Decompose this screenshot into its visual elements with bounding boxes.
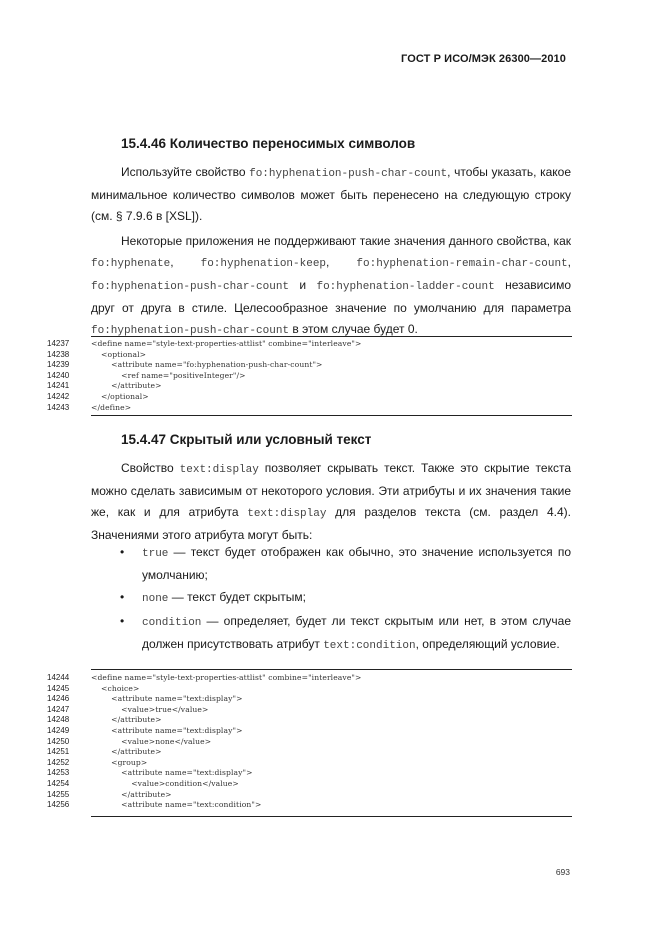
code-line [47,747,572,758]
code-term: fo:hyphenation-push-char-count [249,168,448,180]
text-span: Свойство [121,461,180,475]
text-span: позволяет скрывать текст. Также это скрытие текста можно сделать зависимым от некоторого условия. Эти атрибуты и их значения такие же, как и для атрибута [91,461,571,519]
line-number: 14238 [47,349,70,359]
code-line [47,800,572,811]
line-number: 14246 [47,694,70,704]
text-span: для разделов текста (см. раздел 4.4). Значениями этого атрибута могут быть: [91,505,571,542]
list-item [91,587,571,610]
line-number: 14244 [47,673,70,682]
code-text: <attribute name="text:condition"> [91,800,262,810]
code-text: <value>condition</value> [91,778,239,788]
text-span: — текст будет отображен как обычно, это значение используется по умолчанию; [142,545,571,582]
code-text: <define name="style-text-properties-attlist" combine="interleave"> [91,339,362,348]
line-number: 14252 [47,757,70,767]
line-number: 14237 [47,339,70,348]
bullet-icon: • [120,614,125,628]
code-line [47,371,572,382]
line-number: 14250 [47,736,70,746]
list-item [91,542,571,586]
code-line [47,403,572,414]
code-line [47,758,572,769]
line-number: 14245 [47,683,70,693]
text-span: Используйте свойство [121,165,250,179]
line-number: 14249 [47,725,70,735]
code-text: <define name="style-text-properties-attlist" combine="interleave"> [91,673,362,682]
line-number: 14251 [47,747,70,757]
code-line [47,715,572,726]
code-text: </define> [91,402,132,412]
section1-paragraphs [91,162,571,342]
code-term: fo:hyphenate [91,258,171,270]
code-term: fo:hyphenation-push-char-count [91,325,290,337]
bullet-icon: • [120,545,125,559]
text-span: — определяет, будет ли текст скрытым или нет, в этом случае должен присутствовать атрибут [142,614,571,651]
code-term: text:condition [323,640,416,652]
code-text: </attribute> [91,747,162,757]
code-term: condition [142,617,202,629]
code-listing-2 [47,673,572,811]
bullet-icon: • [120,590,125,604]
line-number: 14256 [47,800,70,810]
code-text: <value>none</value> [91,736,212,746]
section-heading-15-4-47: 15.4.47 Скрытый или условный текст [121,432,372,447]
line-number: 14253 [47,768,70,778]
code-line [47,673,572,684]
code-term: fo:hyphenation-keep [200,258,327,270]
code-term: text:display [179,464,259,476]
section1-paragraph-1 [91,162,571,227]
code-text: <choice> [91,683,140,693]
line-number: 14242 [47,391,70,401]
text-span: — текст будет скрытым; [168,590,306,604]
text-span: в этом случае будет 0. [289,322,418,336]
code-line [47,350,572,361]
code-block-top-rule [91,669,572,670]
code-text: <attribute name="text:display"> [91,768,253,778]
text-span: , [567,255,571,269]
value-list [91,542,571,658]
text-span: независимо друг от друга в стиле. Целесообразное значение по умолчанию для параметра [91,278,571,315]
page-number: 693 [555,867,570,877]
line-number: 14241 [47,381,70,391]
code-text: <optional> [91,349,147,359]
line-number: 14254 [47,778,70,788]
line-number: 14239 [47,360,70,370]
code-term: fo:hyphenation-push-char-count [91,281,290,293]
code-line [47,694,572,705]
code-line [47,790,572,801]
section-heading-15-4-46: 15.4.46 Количество переносимых символов [121,136,416,151]
line-number: 14243 [47,402,70,412]
code-text: </attribute> [91,789,172,799]
code-line [47,684,572,695]
code-listing-1 [47,339,572,413]
code-term: none [142,593,169,605]
section2-paragraph-text [91,458,571,546]
code-line [47,392,572,403]
line-number: 14247 [47,704,70,714]
text-span: Некоторые приложения не поддерживают такие значения данного свойства, как [121,234,571,248]
code-line [47,726,572,737]
document-header: ГОСТ Р ИСО/МЭК 26300—2010 [401,53,566,65]
line-number: 14248 [47,715,70,725]
code-line [47,768,572,779]
text-span: , [170,255,201,269]
code-text: <attribute name="fo:hyphenation-push-char-count"> [91,360,323,370]
code-text: <attribute name="text:display"> [91,694,243,704]
line-number: 14255 [47,789,70,799]
code-line [47,705,572,716]
text-span: , чтобы указать, какое минимальное количество символов может быть перенесено на следующую строку (см. § 7.9.6 в [XSL]). [91,165,572,223]
code-line [47,381,572,392]
code-term: text:display [247,508,327,520]
code-term: true [142,548,169,560]
code-term: fo:hyphenation-ladder-count [316,281,495,293]
code-line [47,339,572,350]
code-term: fo:hyphenation-remain-char-count [356,258,568,270]
code-text: </optional> [91,391,149,401]
code-text: <ref name="positiveInteger"/> [91,370,246,380]
code-text: <attribute name="text:display"> [91,725,243,735]
text-span: , определяющий условие. [415,637,560,651]
code-line [47,779,572,790]
code-block-bottom-rule [91,816,572,817]
code-block-bottom-rule [91,415,572,416]
list-item [91,611,571,657]
code-line [47,360,572,371]
code-text: </attribute> [91,715,162,725]
code-text: <value>true</value> [91,704,209,714]
code-line [47,737,572,748]
section2-paragraph-1 [91,458,571,546]
code-block-top-rule [91,336,572,337]
line-number: 14240 [47,370,70,380]
text-span: , [326,255,357,269]
text-span: и [289,278,317,292]
code-text: </attribute> [91,381,162,391]
section1-paragraph-2 [91,231,571,342]
code-text: <group> [91,757,148,767]
